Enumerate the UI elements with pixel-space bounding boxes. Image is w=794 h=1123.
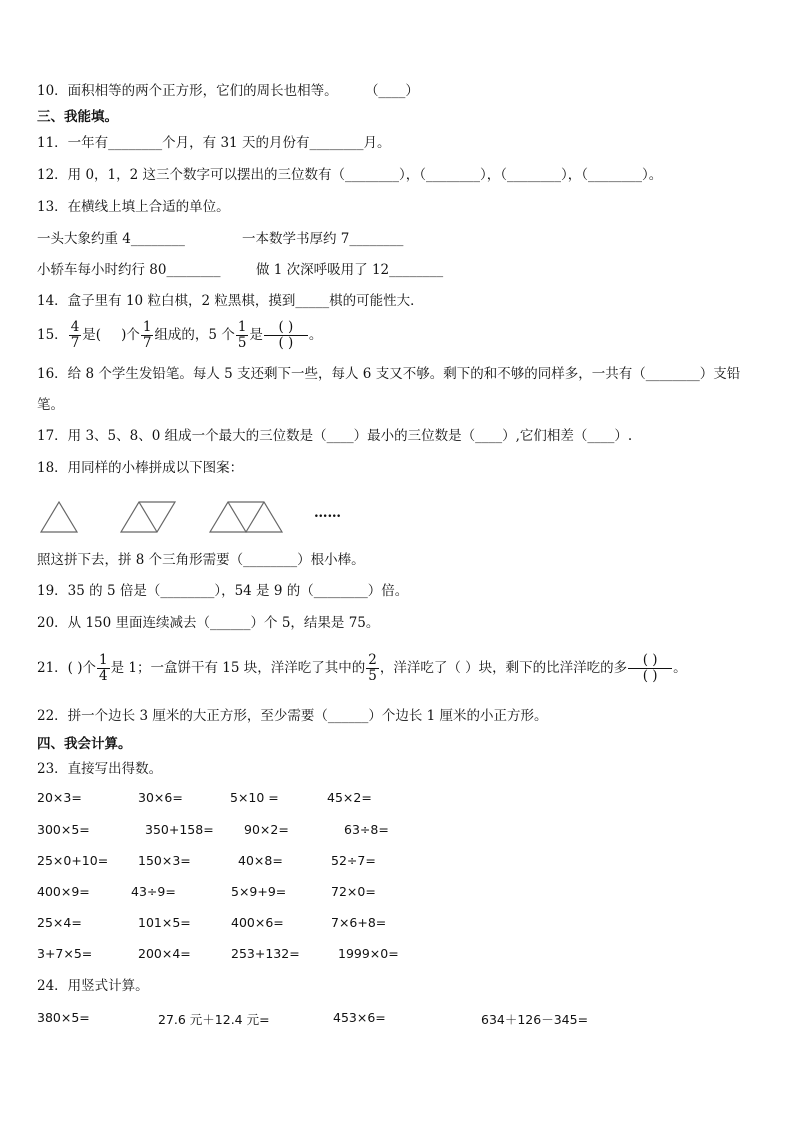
fraction	[141, 320, 154, 351]
question-20: 20．从 150 里面连续减去（______）个 5，结果是 75。	[37, 615, 380, 631]
calc-item: 43÷9=	[131, 884, 176, 899]
question-13-item-breath: 做 1 次深呼吸用了 12________	[256, 262, 444, 278]
section-4-heading: 四、我会计算。	[37, 736, 132, 752]
calc-item: 72×0=	[331, 884, 376, 899]
question-13-item-elephant: 一头大象约重 4________	[37, 231, 185, 247]
question-15	[37, 317, 322, 353]
triangle-pattern-figure	[36, 496, 356, 538]
denominator: 4	[99, 668, 108, 684]
question-21-text: 。	[673, 660, 687, 676]
calc-item: 400×9=	[37, 884, 90, 899]
numerator-blank[interactable]: ( )	[628, 653, 672, 669]
question-10-text: 10．面积相等的两个正方形，它们的周长也相等。	[37, 83, 338, 99]
question-15-text: 是	[249, 327, 263, 343]
fraction-blank[interactable]	[264, 320, 308, 351]
triangle-pattern-3-divider	[228, 502, 264, 532]
question-16-line-2: 笔。	[37, 397, 64, 413]
numerator: 1	[142, 319, 152, 335]
question-14: 14．盒子里有 10 粒白棋，2 粒黑棋，摸到_____棋的可能性大．	[37, 293, 424, 309]
question-11: 11．一年有________个月，有 31 天的月份有________月。	[37, 135, 391, 151]
question-15-text: 是(	[82, 327, 102, 343]
fraction-blank[interactable]	[628, 653, 672, 684]
triangle-pattern-3	[210, 502, 282, 532]
question-10	[37, 82, 419, 100]
triangle-pattern-2-divider	[139, 502, 157, 532]
question-18: 18．用同样的小棒拼成以下图案：	[37, 460, 244, 476]
calc-item: 3+7×5=	[37, 946, 93, 961]
question-15-text: 。	[308, 327, 323, 343]
vertical-calc-item: 634＋126－345=	[481, 1012, 589, 1027]
denominator-blank[interactable]: ( )	[642, 668, 658, 684]
question-22: 22．拼一个边长 3 厘米的大正方形，至少需要（______）个边长 1 厘米的小正方形。	[37, 708, 548, 724]
calc-item: 150×3=	[138, 853, 191, 868]
question-21	[37, 650, 687, 686]
question-15-text: 组成的，5 个	[154, 327, 235, 343]
numerator: 1	[237, 319, 247, 335]
calc-item: 40×8=	[238, 853, 283, 868]
denominator: 5	[368, 668, 377, 684]
fraction	[69, 320, 82, 351]
answer-blank[interactable]: （____）	[371, 83, 419, 99]
calc-item: 101×5=	[138, 915, 191, 930]
vertical-calc-item: 453×6=	[333, 1010, 386, 1025]
calc-item: 45×2=	[327, 790, 372, 805]
vertical-calc-item: 27.6 元＋12.4 元=	[158, 1012, 270, 1027]
denominator: 5	[237, 335, 247, 351]
calc-item: 200×4=	[138, 946, 191, 961]
calc-item: 52÷7=	[331, 853, 376, 868]
fraction	[236, 320, 249, 351]
question-13-item-car: 小轿车每小时约行 80________	[37, 262, 221, 278]
section-3-heading: 三、我能填。	[37, 109, 118, 125]
question-23: 23．直接写出得数。	[37, 761, 163, 777]
denominator: 7	[142, 335, 152, 351]
calc-item: 300×5=	[37, 822, 90, 837]
question-21-text: 是 1；一盒饼干有 15 块，洋洋吃了其中的	[110, 660, 366, 676]
numerator-blank[interactable]: ( )	[264, 320, 308, 336]
calc-item: 5×10 =	[230, 790, 279, 805]
calc-item: 1999×0=	[338, 946, 399, 961]
question-21-text: 21．( )个	[37, 660, 97, 676]
question-18-answer: 照这拼下去，拼 8 个三角形需要（________）根小棒。	[37, 552, 365, 568]
question-13-item-book: 一本数学书厚约 7________	[242, 231, 404, 247]
question-13: 13．在横线上填上合适的单位。	[37, 199, 230, 215]
question-21-text: ，洋洋吃了（ ）块，剩下的比洋洋吃的多	[379, 660, 628, 676]
denominator-blank[interactable]: ( )	[278, 335, 294, 351]
vertical-calc-item: 380×5=	[37, 1010, 90, 1025]
calc-item: 5×9+9=	[231, 884, 287, 899]
question-24: 24．用竖式计算。	[37, 978, 149, 994]
calc-item: 90×2=	[244, 822, 289, 837]
calc-item: 350+158=	[145, 822, 214, 837]
triangle-pattern-1	[41, 502, 77, 532]
numerator: 4	[70, 319, 80, 335]
fraction	[366, 653, 379, 684]
fraction	[97, 653, 110, 684]
calc-item: 25×0+10=	[37, 853, 109, 868]
numerator: 2	[368, 652, 377, 668]
calc-item: 25×4=	[37, 915, 82, 930]
calc-item: 20×3=	[37, 790, 82, 805]
question-12: 12．用 0，1，2 这三个数字可以摆出的三位数有（________），（________），（________），（________）。	[37, 167, 663, 183]
calc-item: 253+132=	[231, 946, 300, 961]
continuation-dots: ……	[314, 505, 341, 521]
question-17: 17．用 3、5、8、0 组成一个最大的三位数是（____）最小的三位数是（____）,它们相差（____）.	[37, 428, 633, 444]
calc-item: 63÷8=	[344, 822, 389, 837]
question-15-text: 15．	[37, 327, 68, 343]
calc-item: 7×6+8=	[331, 915, 387, 930]
question-15-text: )个	[121, 327, 140, 343]
denominator: 7	[70, 335, 80, 351]
calc-item: 400×6=	[231, 915, 284, 930]
question-16-line-1: 16．给 8 个学生发铅笔。每人 5 支还剩下一些，每人 6 支又不够。剩下的和不够的同样多，一共有（________）支铅	[37, 366, 741, 382]
question-19: 19．35 的 5 倍是（________），54 是 9 的（________）倍。	[37, 583, 409, 599]
numerator: 1	[99, 652, 108, 668]
calc-item: 30×6=	[138, 790, 183, 805]
